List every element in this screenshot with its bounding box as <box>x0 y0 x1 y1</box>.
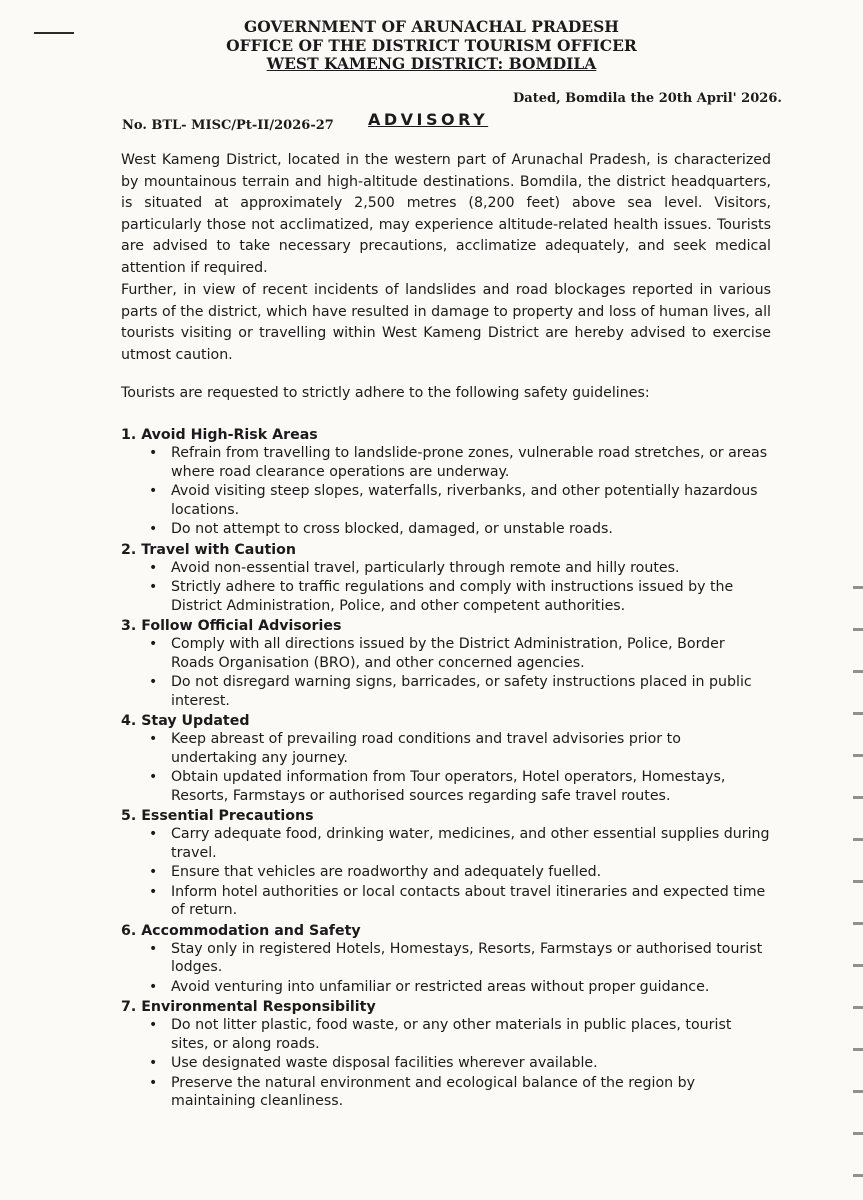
guideline-section <box>121 998 771 1111</box>
bullet-icon: • <box>149 883 158 900</box>
bullet-list <box>121 635 771 710</box>
bullet-icon: • <box>149 1017 158 1033</box>
bullet-text: Stay only in registered Hotels, Homestays, Resorts, Farmstays or authorised tourist lodges. <box>171 940 763 975</box>
bullet-item <box>149 883 771 920</box>
bullet-icon: • <box>149 1074 158 1091</box>
bullet-item <box>149 863 771 882</box>
bullet-item <box>149 520 771 539</box>
bullet-icon: • <box>149 978 158 995</box>
bullet-text: Inform hotel authorities or local contacts about travel itineraries and expected time of return. <box>171 883 766 918</box>
bullet-text: Avoid non-essential travel, particularly through remote and hilly routes. <box>171 559 680 576</box>
bullet-icon: • <box>149 579 158 595</box>
guidelines-list <box>121 426 771 1113</box>
bullet-text: Preserve the natural environment and ecological balance of the region by maintaining cleanliness. <box>171 1074 696 1109</box>
bullet-list <box>121 559 771 616</box>
bullet-item <box>149 673 771 710</box>
section-heading: 4. Stay Updated <box>121 713 250 729</box>
date-line: Dated, Bomdila the 20th April' 2026. <box>513 91 782 106</box>
intro-paragraph: West Kameng District, located in the western part of Arunachal Pradesh, is characterized by mountainous terrain and high-altitude destinations. Bomdila, the district headquarters, is situated at approximately 2,500 metres (8,200 feet) above sea level. Visitors, particularly those not acclimatized, may experience altitude-related health issues. Tourists are advised to take necessary precautions, acclimatize adequately, and seek medical attention if required. <box>121 152 771 276</box>
guideline-section <box>121 617 771 710</box>
section-heading: 3. Follow Official Advisories <box>121 618 342 634</box>
bullet-list <box>121 1016 771 1111</box>
bullet-icon: • <box>149 940 158 957</box>
bullet-text: Do not disregard warning signs, barricades, or safety instructions placed in public interest. <box>171 674 752 709</box>
letterhead <box>0 18 863 74</box>
bullet-icon: • <box>149 864 158 880</box>
bullet-text: Strictly adhere to traffic regulations and comply with instructions issued by the District Administration, Police, and other competent authorities. <box>171 579 734 614</box>
bullet-text: Avoid venturing into unfamiliar or restricted areas without proper guidance. <box>171 978 710 995</box>
section-heading: 2. Travel with Caution <box>121 541 296 558</box>
bullet-item <box>149 1016 771 1053</box>
bullet-icon: • <box>149 521 158 537</box>
guideline-section <box>121 922 771 997</box>
bullet-text: Refrain from travelling to landslide-prone zones, vulnerable road stretches, or areas where road clearance operations are underway. <box>171 445 768 480</box>
bullet-text: Do not litter plastic, food waste, or any other materials in public places, tourist sites, or along roads. <box>171 1017 732 1052</box>
letterhead-district: WEST KAMENG DISTRICT: BOMDILA <box>266 54 597 73</box>
section-heading: 6. Accommodation and Safety <box>121 922 361 939</box>
bullet-text: Do not attempt to cross blocked, damaged, or unstable roads. <box>171 521 613 537</box>
bullet-list <box>121 825 771 920</box>
binding-edge <box>853 560 863 1200</box>
section-heading: 1. Avoid High-Risk Areas <box>121 427 318 443</box>
bullet-text: Use designated waste disposal facilities wherever available. <box>171 1055 598 1071</box>
bullet-list <box>121 940 771 997</box>
bullet-text: Ensure that vehicles are roadworthy and adequately fuelled. <box>171 864 602 880</box>
bullet-icon: • <box>149 731 158 747</box>
bullet-text: Carry adequate food, drinking water, medicines, and other essential supplies during travel. <box>171 826 770 861</box>
bullet-item <box>149 978 771 997</box>
bullet-text: Keep abreast of prevailing road conditions and travel advisories prior to undertaking any journey. <box>171 731 681 766</box>
bullet-icon: • <box>149 769 158 785</box>
bullet-icon: • <box>149 559 158 576</box>
letterhead-office: OFFICE OF THE DISTRICT TOURISM OFFICER <box>226 35 637 55</box>
bullet-item <box>149 559 771 578</box>
guidelines-intro: Tourists are requested to strictly adhere to the following safety guidelines: <box>121 385 650 401</box>
bullet-icon: • <box>149 826 158 842</box>
bullet-item <box>149 1074 771 1111</box>
bullet-item <box>149 578 771 615</box>
section-heading: 7. Environmental Responsibility <box>121 999 376 1015</box>
reference-number: No. BTL- MISC/Pt-II/2026-27 <box>122 118 334 133</box>
landslide-paragraph: Further, in view of recent incidents of landslides and road blockages reported in various parts of the district, which have resulted in damage to property and loss of human lives, all tourists visiting or travelling within West Kameng District are hereby advised to exercise utmost caution. <box>121 282 771 363</box>
section-heading: 5. Essential Precautions <box>121 808 314 824</box>
guideline-section <box>121 807 771 920</box>
letterhead-government: GOVERNMENT OF ARUNACHAL PRADESH <box>244 17 619 36</box>
guideline-section <box>121 712 771 805</box>
bullet-list <box>121 730 771 805</box>
guideline-section <box>121 541 771 616</box>
bullet-item <box>149 940 771 977</box>
bullet-icon: • <box>149 636 158 652</box>
bullet-item <box>149 825 771 862</box>
guideline-section <box>121 426 771 539</box>
bullet-icon: • <box>149 1055 158 1071</box>
bullet-item <box>149 730 771 767</box>
bullet-text: Comply with all directions issued by the District Administration, Police, Border Roads Organisation (BRO), and other concerned agencies. <box>171 636 725 671</box>
bullet-item <box>149 444 771 481</box>
bullet-item <box>149 1054 771 1073</box>
bullet-icon: • <box>149 674 158 690</box>
document-title: ADVISORY <box>368 110 489 129</box>
bullet-item <box>149 635 771 672</box>
bullet-icon: • <box>149 445 158 461</box>
bullet-text: Avoid visiting steep slopes, waterfalls, riverbanks, and other potentially hazardous locations. <box>171 483 758 518</box>
bullet-list <box>121 444 771 539</box>
bullet-icon: • <box>149 483 158 499</box>
bullet-text: Obtain updated information from Tour operators, Hotel operators, Homestays, Resorts, Farmstays or authorised sources regarding safe travel routes. <box>171 769 726 804</box>
bullet-item <box>149 482 771 519</box>
bullet-item <box>149 768 771 805</box>
